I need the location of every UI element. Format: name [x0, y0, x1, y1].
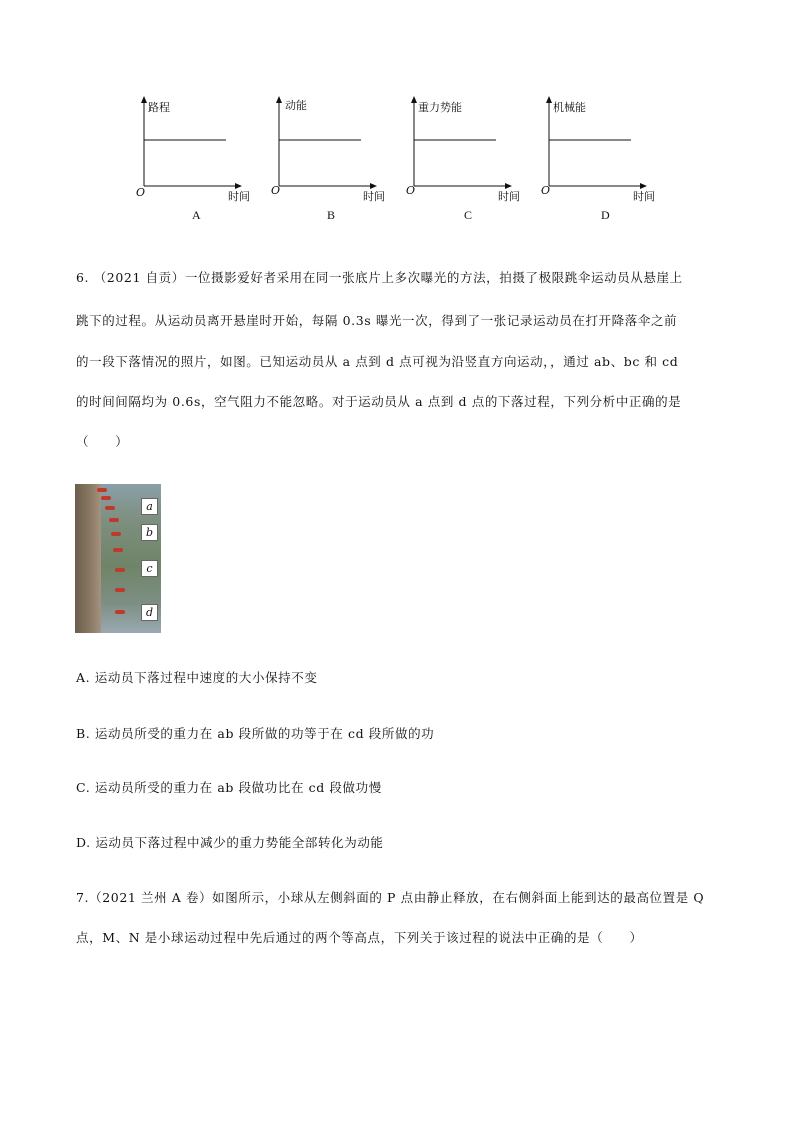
graph-a-xlabel: 时间 — [228, 190, 250, 203]
graph-d-option: D — [601, 208, 610, 222]
jumper-mark — [109, 518, 119, 522]
graph-b-option: B — [327, 208, 336, 222]
graph-options — [120, 90, 680, 230]
graph-b-xlabel: 时间 — [363, 190, 385, 203]
graph-a-axes — [120, 90, 250, 200]
graph-a-ylabel: 路程 — [148, 101, 170, 114]
graph-d-xlabel: 时间 — [633, 190, 655, 203]
graph-b-ylabel: 动能 — [285, 99, 307, 112]
q6-line-3: 的一段下落情况的照片，如图。已知运动员从 a 点到 d 点可视为沿竖直方向运动，，通过 ab、bc 和 cd — [76, 354, 679, 369]
jumper-mark — [101, 496, 111, 500]
graph-d-ylabel: 机械能 — [553, 101, 586, 114]
graph-c-option: C — [464, 208, 473, 222]
jumper-mark — [105, 506, 115, 510]
q6-option-d: D. 运动员下落过程中减少的重力势能全部转化为动能 — [76, 835, 384, 850]
graph-a-option: A — [192, 208, 201, 222]
photo-tag-a: a — [141, 498, 158, 515]
q7-line-2: 点，M、N 是小球运动过程中先后通过的两个等高点，下列关于该过程的说法中正确的是（ ） — [76, 930, 643, 945]
jumper-mark — [111, 532, 121, 536]
cliff — [75, 484, 101, 633]
graph-c-ylabel: 重力势能 — [418, 101, 462, 114]
graph-a — [120, 90, 255, 225]
graph-c-xlabel: 时间 — [498, 190, 520, 203]
photo-tag-b: b — [141, 524, 158, 541]
photo-tag-c: c — [141, 560, 158, 577]
graph-d — [525, 90, 660, 225]
graph-c-origin: O — [406, 184, 416, 197]
jumper-mark — [97, 488, 107, 492]
jumper-mark — [115, 568, 125, 572]
q6-option-a: A. 运动员下落过程中速度的大小保持不变 — [76, 670, 318, 685]
graph-b-origin: O — [271, 184, 281, 197]
jumper-mark — [113, 548, 123, 552]
q6-option-b: B. 运动员所受的重力在 ab 段所做的功等于在 cd 段所做的功 — [76, 726, 435, 741]
q6-option-c: C. 运动员所受的重力在 ab 段做功比在 cd 段做功慢 — [76, 780, 382, 795]
jumper-mark — [115, 610, 125, 614]
q6-line-1: 6. （2021 自贡）一位摄影爱好者采用在同一张底片上多次曝光的方法，拍摄了极限跳伞运动员从悬崖上 — [76, 270, 683, 285]
q6-line-2: 跳下的过程。从运动员离开悬崖时开始，每隔 0.3s 曝光一次，得到了一张记录运动员在打开降落伞之前 — [76, 313, 678, 328]
graph-b — [255, 90, 390, 225]
q7-line-1: 7.（2021 兰州 A 卷）如图所示，小球从左侧斜面的 P 点由静止释放，在右侧斜面上能到达的最高位置是 Q — [76, 890, 705, 905]
skydiver-photo — [75, 484, 161, 633]
graph-d-origin: O — [541, 184, 551, 197]
graph-c — [390, 90, 525, 225]
jumper-mark — [115, 588, 125, 592]
q6-line-5: （ ） — [76, 434, 129, 449]
q6-line-4: 的时间间隔均为 0.6s，空气阻力不能忽略。对于运动员从 a 点到 d 点的下落过程，下列分析中正确的是 — [76, 394, 682, 409]
photo-tag-d: d — [141, 604, 158, 621]
graph-a-origin: O — [136, 186, 146, 199]
